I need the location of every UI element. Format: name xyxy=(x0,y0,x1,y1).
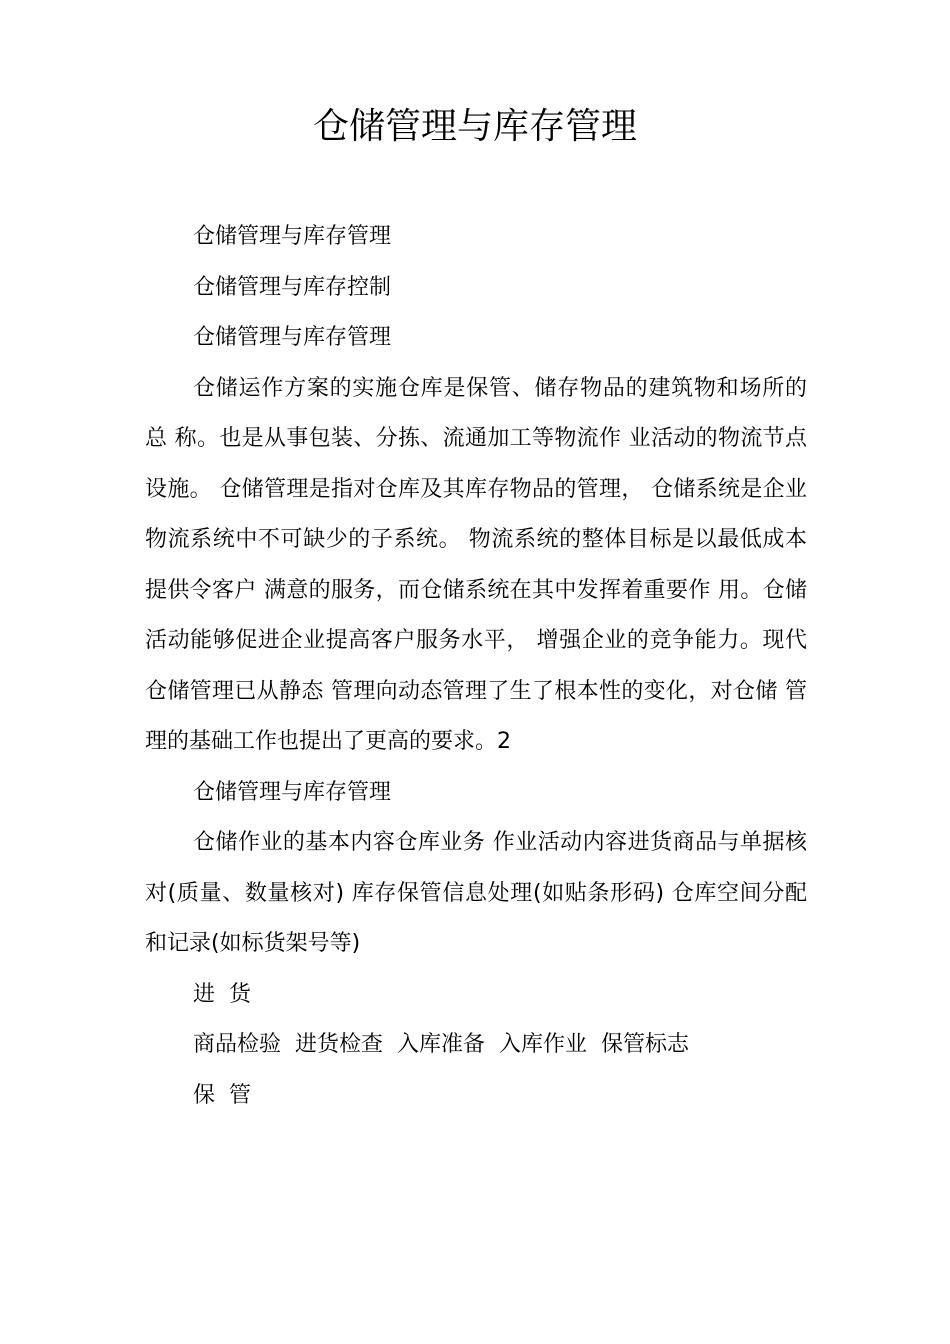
document-title: 仓储管理与库存管理 xyxy=(312,106,637,147)
label-baoguan: 保 管 xyxy=(193,1082,251,1108)
heading-line-1: 仓储管理与库存管理 xyxy=(193,224,392,249)
paragraph-warehouse-tasks: 仓储作业的基本内容仓库业务 作业活动内容进货商品与单据核对(质量、数量核对) 库存保管信息处理(如贴条形码) 仓库空间分配和记录(如标货架号等) xyxy=(145,830,807,956)
label-jinhuo: 进 货 xyxy=(193,981,251,1007)
heading-line-3: 仓储管理与库存管理 xyxy=(193,325,392,350)
paragraph-warehouse-operation: 仓储运作方案的实施仓库是保管、储存物品的建筑物和场所的总 称。也是从事包装、分拣、流通加工等物流作 业活动的物流节点设施。 仓储管理是指对仓库及其库存物品的管理， 仓储系统是企业物流系统中不可缺少的子系统。 物流系统的整体目标是以最低成本提供令客户 满意的服务，而仓储系统在其中发挥着重要作 用。仓储活动能够促进企业提高客户服务水平， 增强企业的竞争能力。现代仓储管理已从静态 管理向动态管理了生了根本性的变化，对仓储 管理的基础工作也提出了更高的要求。2 xyxy=(145,375,807,754)
heading-line-2: 仓储管理与库存控制 xyxy=(193,274,392,300)
steps-line: 商品检验 进货检查 入库准备 入库作业 保管标志 xyxy=(193,1032,689,1057)
heading-line-4: 仓储管理与库存管理 xyxy=(193,779,392,805)
document-body xyxy=(145,212,807,1121)
